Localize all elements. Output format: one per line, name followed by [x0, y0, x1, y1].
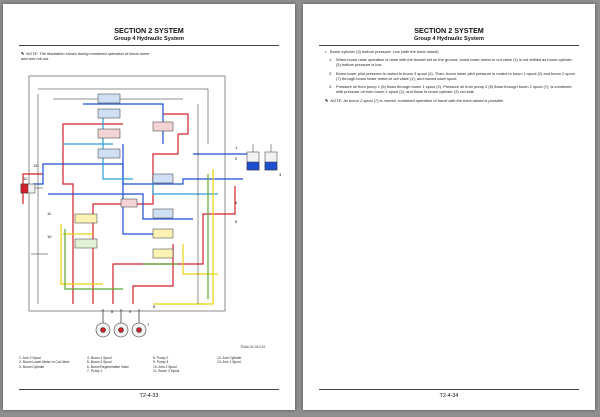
callout: 11 [47, 211, 52, 216]
callout: 6 [153, 304, 156, 309]
callout: 2 [235, 156, 238, 161]
group-title: Group 4 Hydraulic System [414, 36, 484, 42]
note-icon: ✎ [21, 51, 25, 56]
callout: 4 [235, 200, 238, 205]
list-item: 1. When boom raise operation is done with the bucket set on the ground, boom lower meter-in cut valve (1) is not shifted as boom cylinder (3) bottom pressure is low. [329, 57, 572, 68]
diagram-code: TDAA-02-04-013 [240, 345, 265, 349]
legend-item: 10- Arm 2 Spool [153, 364, 177, 369]
note-text: The illustration shows during combined operation of boom lower and arm roll-out. [21, 51, 150, 62]
list-item: 3. Pressure oil from pump 1 (6) flows through boom 1 spool (2). Pressure oil from pump 2 (5) flows through boom 2 spool (7), is combined with pressure oil from boom 1 spool (2), and flows to boom cylinder (3) rod side. [329, 84, 572, 95]
right-page [303, 4, 595, 410]
legend-item: 5- Boom 3 Spool [87, 360, 112, 365]
page-number: T2-4-33 [139, 393, 159, 399]
list-item: 2. Boom lower pilot pressure is routed to boom 3 spool (4). Then, boom lower pilot pressure is routed to boom 1 spool (2) and boom 2 spool (7) through boom lower meter-in cut valve (1), and moves each spool. [329, 70, 575, 81]
callout: 7 [147, 322, 150, 327]
legend-item: 3- Boom Cylinder [19, 364, 45, 369]
hydraulic-diagram [3, 4, 295, 410]
legend-item: 12- Arm Cylinder [217, 356, 242, 360]
group-title: Group 4 Hydraulic System [114, 36, 184, 42]
legend-item: 11- Boom 3 Spool [153, 369, 180, 374]
note-label: NOTE: [330, 98, 343, 104]
callout: 3 [279, 172, 282, 177]
bullet-item: • Boom cylinder (3) bottom pressure: Low (with the track raised) [325, 49, 439, 54]
legend-item: 7- Pump 1 [87, 369, 103, 374]
callout: 12 [23, 176, 28, 181]
note-icon: ✎ [325, 98, 329, 104]
callout: 9 [129, 309, 132, 314]
note-label: NOTE: [26, 51, 39, 56]
footer-rule [19, 389, 279, 390]
step-list [325, 57, 575, 94]
legend-item: 1- Arm 2 Spool [19, 356, 41, 360]
callout: 13 [33, 163, 38, 168]
legend-item: 4- Boom 1 Spool [87, 356, 112, 360]
note-text: As boom 2 spool (7) is moved, combined operation of travel with the track raised is possible. [343, 98, 504, 104]
left-page [3, 4, 295, 410]
callout: 5 [235, 219, 238, 224]
note [325, 98, 575, 103]
callout: 1 [235, 145, 238, 150]
legend-item: 8- Pump 2 [153, 356, 169, 360]
footer-rule [319, 389, 579, 390]
legend-item: 13- Arm 1 Spool [217, 360, 241, 365]
page-number: T2-4-34 [439, 393, 459, 399]
header-rule [319, 45, 579, 46]
callout: 8 [111, 309, 114, 314]
callout: 10 [47, 234, 52, 239]
legend-item: 9- Pump 3 [153, 360, 169, 365]
body-text [325, 49, 575, 104]
section-title: SECTION 2 SYSTEM [414, 26, 484, 35]
legend-item: 6- Boom Regenerative Valve [87, 364, 129, 369]
section-title: SECTION 2 SYSTEM [114, 26, 184, 35]
legend-item: 2- Boom Lower Meter-In Cut Valve [19, 360, 70, 365]
bullet-text: Boom cylinder (3) bottom pressure: Low (with the track raised) [330, 49, 439, 54]
